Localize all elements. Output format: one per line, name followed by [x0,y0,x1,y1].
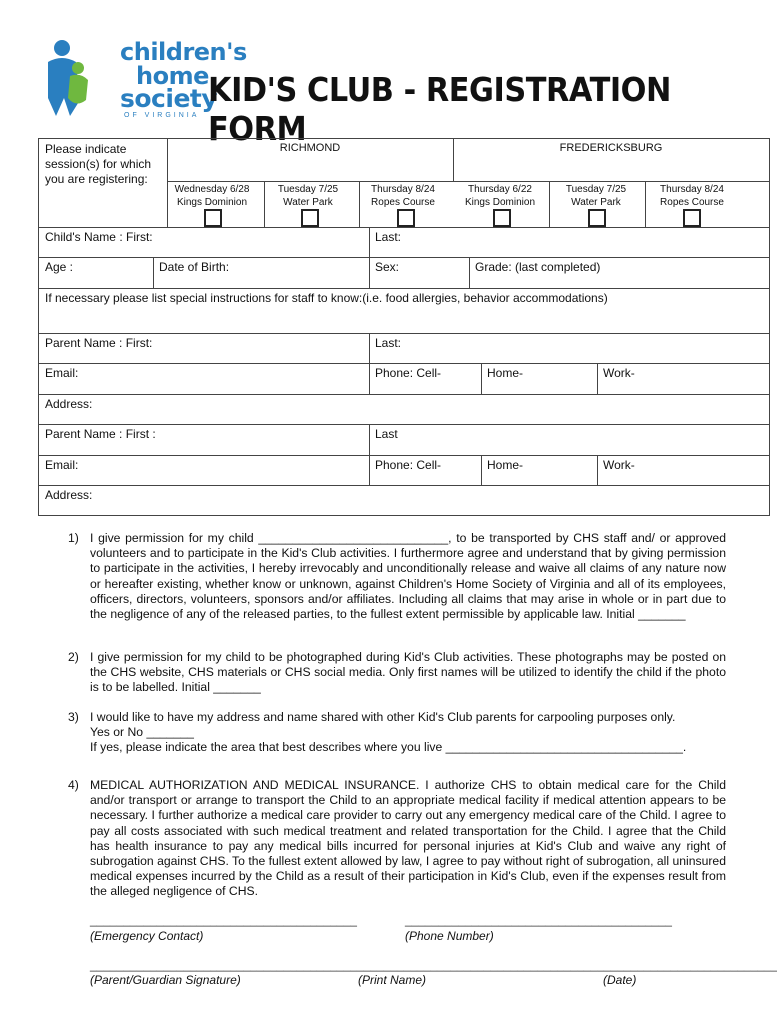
session-5-checkbox[interactable] [588,209,606,227]
parent2-cell-phone-field[interactable]: Phone: Cell- [375,458,442,472]
page-title: KID'S CLUB - REGISTRATION FORM [208,70,671,148]
age-field[interactable]: Age : [45,260,74,274]
special-instructions-field[interactable]: If necessary please list special instructions for staff to know:(i.e. food allergies, behavior accommodations) [45,291,608,305]
session-3-checkbox[interactable] [397,209,415,227]
session-prompt: Please indicate session(s) for which you are registering: [45,142,152,186]
parent1-first-name-field[interactable]: Parent Name : First: [45,336,153,350]
parent2-address-field[interactable]: Address: [45,488,93,502]
parent2-last-name-field[interactable]: Last [375,427,398,441]
dob-field[interactable]: Date of Birth: [159,260,230,274]
session-4: Thursday 6/22 Kings Dominion [464,184,536,208]
parent1-address-field[interactable]: Address: [45,397,93,411]
logo-line-3: society [120,84,218,113]
session-2: Tuesday 7/25 Water Park [277,184,339,208]
fredericksburg-header: FREDERICKSBURG [559,142,663,154]
permission-paragraph-3: 3) I would like to have my address and name shared with other Kid's Club parents for carpooling purposes only. Yes or No _______ If yes, please indicate the area that best describes where you live ___________________________________. [68,710,687,755]
session-3: Thursday 8/24 Ropes Course [371,184,435,208]
phone-number-line[interactable]: ________________________________________ [405,913,672,927]
parent1-work-phone-field[interactable]: Work- [603,366,635,380]
permission-paragraph-1: 1) I give permission for my child ____________________________, to be transported by CHS staff and/ or approved volunteers and to participate in the Kid's Club activities. I furthermore agree and understand that by giving permission to participate in the activities, I hereby irrevocably and unconditionally release and waive all claims of any nature now or hereafter existing, whether know or unknown, against Children's Home Society of Virginia and all of its employees, officers, directors, volunteers, sponsors and/or affiliates. Including all claims that may arise in whole or in part due to the negligence of any of the released parties, to the fullest extent permissible by applicable law. Initial _______ [68,531,726,622]
session-5: Tuesday 7/25 Water Park [565,184,627,208]
phone-number-label: (Phone Number) [405,929,494,943]
emergency-contact-line[interactable]: ________________________________________ [90,913,357,927]
parent1-cell-phone-field[interactable]: Phone: Cell- [375,366,442,380]
logo-line-2: home [136,62,209,90]
emergency-contact-label: (Emergency Contact) [90,929,204,943]
parent1-last-name-field[interactable]: Last: [375,336,402,350]
session-1: Wednesday 6/28 Kings Dominion [174,184,250,208]
parent2-home-phone-field[interactable]: Home- [487,458,524,472]
medical-authorization-paragraph: 4) MEDICAL AUTHORIZATION AND MEDICAL INSURANCE. I authorize CHS to obtain medical care for the Child and/or transport or arrange to transport the Child to an appropriate medical facility if medical attention appears to be necessary. I further authorize a medical care provider to carry out any emergency medical care of the Child. I agree to pay all costs associated with such medical treatment and related transportation for the Child. I agree that the Child has health insurance to pay any medical bills incurred for personal injuries at Kid's Club and waive any right of subrogation against CHS. To the fullest extent allowed by law, I agree to pay without right of subrogation, all uninsured medical expenses incurred by the Child as a result of their participation in Kid's Club, even if the expenses result from the alleged negligence of CHS. [68,778,726,899]
parent-signature-label: (Parent/Guardian Signature) [90,973,241,987]
session-4-checkbox[interactable] [493,209,511,227]
richmond-header: RICHMOND [279,142,341,154]
parent1-email-field[interactable]: Email: [45,366,79,380]
logo-line-1: children's [120,38,247,66]
grade-field[interactable]: Grade: (last completed) [475,260,601,274]
session-6: Thursday 8/24 Ropes Course [660,184,724,208]
signature-line[interactable]: _______________________________________________________________________________________________________ [90,958,777,972]
print-name-label: (Print Name) [358,973,427,987]
parent2-work-phone-field[interactable]: Work- [603,458,635,472]
sex-field[interactable]: Sex: [375,260,400,274]
parent2-first-name-field[interactable]: Parent Name : First : [45,427,156,441]
session-6-checkbox[interactable] [683,209,701,227]
parent1-home-phone-field[interactable]: Home- [487,366,524,380]
chs-logo [40,38,247,122]
session-2-checkbox[interactable] [301,209,319,227]
logo-subtitle: OF VIRGINIA [124,112,200,119]
session-1-checkbox[interactable] [204,209,222,227]
date-label: (Date) [603,973,637,987]
family-figure-icon [40,38,90,118]
child-last-name-field[interactable]: Last: [375,230,402,244]
registration-form-table [38,138,770,516]
child-first-name-field[interactable]: Child's Name : First: [45,230,153,244]
parent2-email-field[interactable]: Email: [45,458,79,472]
permission-paragraph-2: 2) I give permission for my child to be photographed during Kid's Club activities. These photographs may be posted on the CHS website, CHS materials or CHS social media. Only first names will be utilized to identify the child if the photo is to be labelled. Initial _______ [68,650,726,695]
